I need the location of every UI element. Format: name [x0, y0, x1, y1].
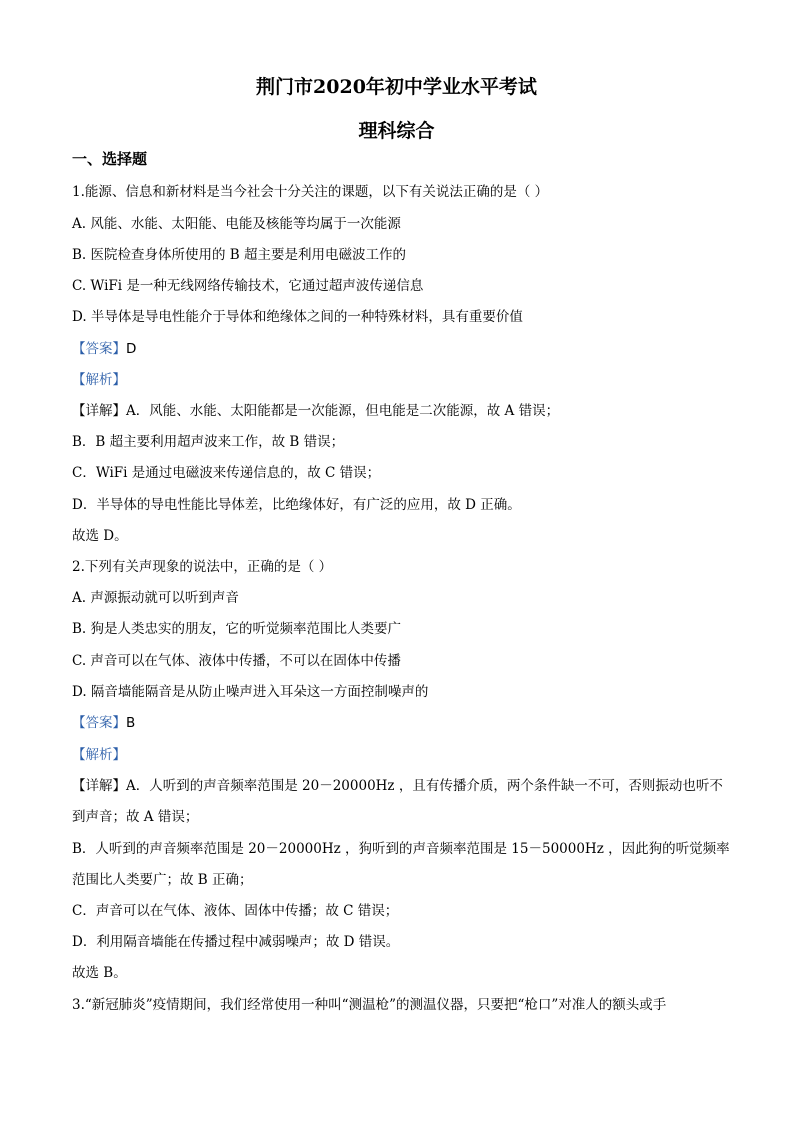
q1-detail-1: 【详解】A．风能、水能、太阳能都是一次能源，但电能是二次能源，故 A 错误；	[72, 403, 560, 419]
q1-answer-value: D	[126, 341, 137, 357]
q2-detail-7: 故选 B。	[72, 965, 127, 981]
q2-detail-2: 到声音；故 A 错误；	[72, 809, 199, 825]
q2-detail-1: 【详解】A．人听到的声音频率范围是 20－20000Hz ，且有传播介质，两个条件缺一不可，否则振动也听不	[72, 778, 723, 794]
q2-option-b: B. 狗是人类忠实的朋友，它的听觉频率范围比人类要广	[72, 621, 402, 637]
q1-option-d: D. 半导体是导电性能介于导体和绝缘体之间的一种特殊材料，具有重要价值	[72, 309, 523, 325]
q1-stem: 1.能源、信息和新材料是当今社会十分关注的课题，以下有关说法正确的是（ ）	[72, 184, 549, 200]
q2-answer-value: B	[126, 715, 136, 731]
q2-stem: 2.下列有关声现象的说法中，正确的是（ ）	[72, 559, 333, 575]
q1-option-b: B. 医院检查身体所使用的 B 超主要是利用电磁波工作的	[72, 247, 407, 263]
q1-answer-label: 【答案】	[72, 341, 126, 357]
q2-option-c: C. 声音可以在气体、液体中传播，不可以在固体中传播	[72, 653, 401, 669]
q1-option-c: C. WiFi 是一种无线网络传输技术，它通过超声波传递信息	[72, 278, 424, 294]
q1-answer	[72, 340, 732, 358]
section-heading: 一、选择题	[72, 150, 148, 168]
q2-answer-label: 【答案】	[72, 715, 126, 731]
exam-subtitle: 理科综合	[358, 120, 435, 142]
q1-analysis-label: 【解析】	[72, 372, 126, 388]
q1-detail-4: D．半导体的导电性能比导体差，比绝缘体好，有广泛的应用，故 D 正确。	[72, 497, 521, 513]
q2-answer	[72, 714, 732, 732]
q3-stem: 3.“新冠肺炎”疫情期间，我们经常使用一种叫“测温枪”的测温仪器，只要把“枪口”对准人的额头或手	[72, 997, 667, 1013]
q2-analysis-label: 【解析】	[72, 747, 126, 763]
q1-detail-2: B．B 超主要利用超声波来工作，故 B 错误；	[72, 434, 345, 450]
q2-detail-4: 范围比人类要广；故 B 正确；	[72, 872, 253, 888]
q2-option-a: A. 声源振动就可以听到声音	[72, 590, 239, 606]
q2-option-d: D. 隔音墙能隔音是从防止噪声进入耳朵这一方面控制噪声的	[72, 684, 429, 700]
exam-title: 荆门市2020年初中学业水平考试	[256, 76, 537, 98]
q1-detail-5: 故选 D。	[72, 528, 128, 544]
q2-detail-6: D．利用隔音墙能在传播过程中减弱噪声；故 D 错误。	[72, 934, 400, 950]
q1-detail-3: C．WiFi 是通过电磁波来传递信息的，故 C 错误；	[72, 465, 381, 481]
q2-detail-3: B．人听到的声音频率范围是 20－20000Hz ，狗听到的声音频率范围是 15－50000Hz ，因此狗的听觉频率	[72, 841, 730, 857]
q1-option-a: A. 风能、水能、太阳能、电能及核能等均属于一次能源	[72, 216, 401, 232]
q2-detail-5: C．声音可以在气体、液体、固体中传播；故 C 错误；	[72, 903, 399, 919]
